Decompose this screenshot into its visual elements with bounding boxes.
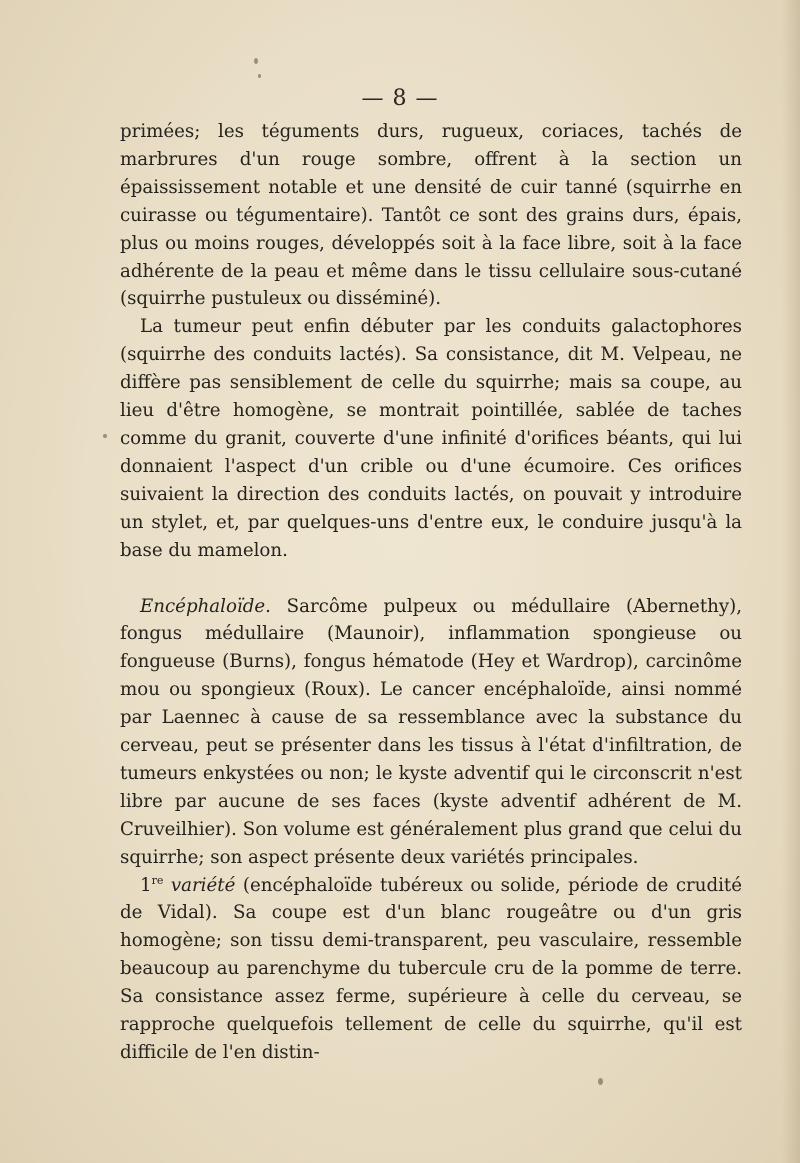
page-number: — 8 — — [361, 86, 439, 111]
paragraph-2: La tumeur peut enfin débuter par les conduits galactophores (squirrhe des conduits lactés). Sa consistance, dit M. Velpeau, ne diffère pas sensiblement de celle du squirrhe; mais sa coupe, au lieu d'être homogène, se montrait pointillée, sablée de taches comme du granit, couverte d'une infinité d'orifices béants, qui lui donnaient l'aspect d'un crible ou d'une écumoire. Ces orifices suivaient la direction des conduits lactés, on pouvait y introduire un stylet, et, par quelques-uns d'entre eux, le conduire jusqu'à la base du mamelon. — [120, 316, 742, 561]
paragraph-1: primées; les téguments durs, rugueux, coriaces, tachés de marbrures d'un rouge sombre, offrent à la section un épaississement notable et une densité de cuir tanné (squirrhe en cuirasse ou tégumentaire). Tantôt ce sont des grains durs, épais, plus ou moins rouges, développés soit à la face libre, soit à la face adhérente de la peau et même dans le tissu cellulaire sous-cutané (squirrhe pustuleux ou disséminé). — [120, 121, 742, 310]
paper-speck — [254, 58, 258, 64]
section-heading-encephaloide: Encéphaloïde. — [140, 595, 271, 617]
paragraph-4 — [120, 872, 742, 1067]
variety-number: 1 — [140, 874, 152, 896]
section-gap — [120, 565, 742, 593]
paper-speck — [598, 1078, 603, 1085]
paragraph-3-text: Sarcôme pulpeux ou médullaire (Abernethy), fongus médullaire (Maunoir), inflammation spongieuse ou fongueuse (Burns), fongus hématode (Hey et Wardrop), carcinôme mou ou spongieux (Roux). Le cancer encéphaloïde, ainsi nommé par Laennec à cause de sa ressemblance avec la substance du cerveau, peut se présenter dans les tissus à l'état d'infiltration, de tumeurs enkystées ou non; le kyste adventif qui le circonscrit n'est libre par aucune de ses faces (kyste adventif adhérent de M. Cruveilhier). Son volume est généralement plus grand que celui du squirrhe; son aspect présente deux variétés principales. — [120, 595, 742, 868]
variety-ordinal-suffix: re — [151, 873, 164, 887]
page-edge-shadow — [782, 0, 800, 1163]
body-text — [120, 118, 742, 1067]
paper-speck — [103, 434, 107, 438]
paragraph-3 — [120, 593, 742, 872]
paragraph-4-text: (encéphaloïde tubéreux ou solide, période de crudité de Vidal). Sa coupe est d'un blanc rougeâtre ou d'un gris homogène; son tissu demi-transparent, peu vasculaire, ressemble beaucoup au parenchyme du tubercule cru de la pomme de terre. Sa consistance assez ferme, supérieure à celle du cerveau, se rapproche quelquefois tellement de celle du squirrhe, qu'il est difficile de l'en distin- — [120, 874, 742, 1063]
paper-speck — [258, 74, 261, 78]
variety-heading: variété — [170, 874, 236, 896]
